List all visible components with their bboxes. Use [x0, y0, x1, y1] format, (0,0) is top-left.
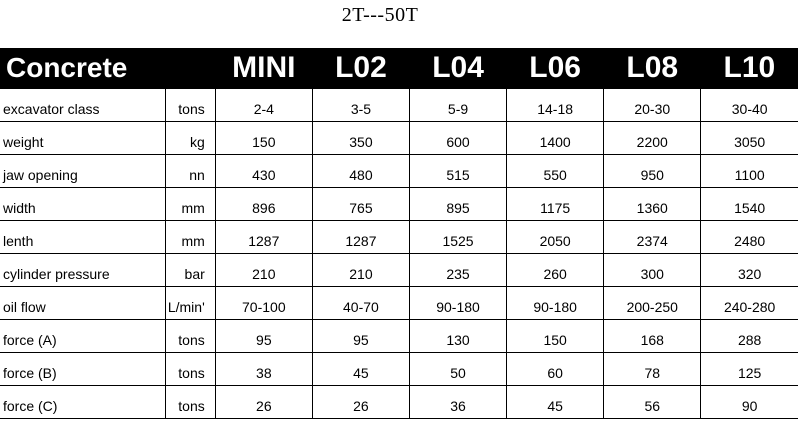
- value-cell: 70-100: [215, 287, 312, 320]
- concrete-spec-table: [0, 48, 798, 419]
- value-cell: 2480: [701, 221, 798, 254]
- model-header-l10: L10: [723, 51, 776, 84]
- value-cell: 430: [215, 155, 312, 188]
- param-label: weight: [0, 122, 165, 155]
- value-cell: 90-180: [409, 287, 506, 320]
- tonnage-caption: 2T---50T: [341, 4, 419, 26]
- model-header-l04: L04: [432, 51, 484, 84]
- value-cell: 2374: [604, 221, 701, 254]
- value-cell: 130: [409, 320, 506, 353]
- table-row: [0, 188, 798, 221]
- value-cell: 200-250: [604, 287, 701, 320]
- value-cell: 1360: [604, 188, 701, 221]
- param-label: lenth: [0, 221, 165, 254]
- unit-label: tons: [165, 320, 215, 353]
- value-cell: 1287: [312, 221, 409, 254]
- value-cell: 150: [507, 320, 604, 353]
- param-label: cylinder pressure: [0, 254, 165, 287]
- value-cell: 90-180: [507, 287, 604, 320]
- value-cell: 300: [604, 254, 701, 287]
- value-cell: 60: [507, 353, 604, 386]
- table-body: [0, 89, 798, 419]
- value-cell: 2-4: [215, 89, 312, 122]
- param-label: force (B): [0, 353, 165, 386]
- value-cell: 14-18: [507, 89, 604, 122]
- value-cell: 40-70: [312, 287, 409, 320]
- value-cell: 2050: [507, 221, 604, 254]
- unit-label: tons: [165, 89, 215, 122]
- value-cell: 78: [604, 353, 701, 386]
- table-title: Concrete: [6, 52, 128, 83]
- unit-label: tons: [165, 353, 215, 386]
- value-cell: 1525: [409, 221, 506, 254]
- unit-label: L/min': [165, 287, 215, 320]
- value-cell: 480: [312, 155, 409, 188]
- value-cell: 210: [215, 254, 312, 287]
- value-cell: 240-280: [701, 287, 798, 320]
- table-row: [0, 221, 798, 254]
- value-cell: 150: [215, 122, 312, 155]
- model-header-l08: L08: [626, 51, 679, 84]
- value-cell: 765: [312, 188, 409, 221]
- unit-label: kg: [165, 122, 215, 155]
- value-cell: 260: [507, 254, 604, 287]
- value-cell: 1175: [507, 188, 604, 221]
- value-cell: 950: [604, 155, 701, 188]
- param-label: oil flow: [0, 287, 165, 320]
- model-header-l06: L06: [529, 51, 581, 84]
- value-cell: 45: [507, 386, 604, 419]
- unit-label: mm: [165, 221, 215, 254]
- value-cell: 235: [409, 254, 506, 287]
- value-cell: 26: [312, 386, 409, 419]
- value-cell: 38: [215, 353, 312, 386]
- unit-label: mm: [165, 188, 215, 221]
- value-cell: 125: [701, 353, 798, 386]
- table-row: [0, 320, 798, 353]
- param-label: jaw opening: [0, 155, 165, 188]
- value-cell: 320: [701, 254, 798, 287]
- value-cell: 50: [409, 353, 506, 386]
- model-header-mini: MINI: [232, 51, 296, 84]
- value-cell: 896: [215, 188, 312, 221]
- table-header-row: [0, 48, 798, 89]
- value-cell: 36: [409, 386, 506, 419]
- value-cell: 895: [409, 188, 506, 221]
- value-cell: 95: [312, 320, 409, 353]
- value-cell: 2200: [604, 122, 701, 155]
- unit-label: nn: [165, 155, 215, 188]
- value-cell: 550: [507, 155, 604, 188]
- table-row: [0, 287, 798, 320]
- value-cell: 90: [701, 386, 798, 419]
- unit-label: bar: [165, 254, 215, 287]
- table-row: [0, 386, 798, 419]
- table-row: [0, 155, 798, 188]
- value-cell: 56: [604, 386, 701, 419]
- value-cell: 20-30: [604, 89, 701, 122]
- param-label: force (A): [0, 320, 165, 353]
- table-row: [0, 122, 798, 155]
- model-header-l02: L02: [335, 51, 387, 84]
- unit-label: tons: [165, 386, 215, 419]
- value-cell: 350: [312, 122, 409, 155]
- value-cell: 45: [312, 353, 409, 386]
- value-cell: 95: [215, 320, 312, 353]
- value-cell: 210: [312, 254, 409, 287]
- param-label: force (C): [0, 386, 165, 419]
- value-cell: 168: [604, 320, 701, 353]
- table-row: [0, 89, 798, 122]
- param-label: excavator class: [0, 89, 165, 122]
- value-cell: 5-9: [409, 89, 506, 122]
- table-row: [0, 254, 798, 287]
- value-cell: 3-5: [312, 89, 409, 122]
- value-cell: 515: [409, 155, 506, 188]
- value-cell: 3050: [701, 122, 798, 155]
- value-cell: 30-40: [701, 89, 798, 122]
- param-label: width: [0, 188, 165, 221]
- table-row: [0, 353, 798, 386]
- value-cell: 1400: [507, 122, 604, 155]
- value-cell: 1540: [701, 188, 798, 221]
- value-cell: 26: [215, 386, 312, 419]
- value-cell: 1100: [701, 155, 798, 188]
- value-cell: 288: [701, 320, 798, 353]
- value-cell: 1287: [215, 221, 312, 254]
- value-cell: 600: [409, 122, 506, 155]
